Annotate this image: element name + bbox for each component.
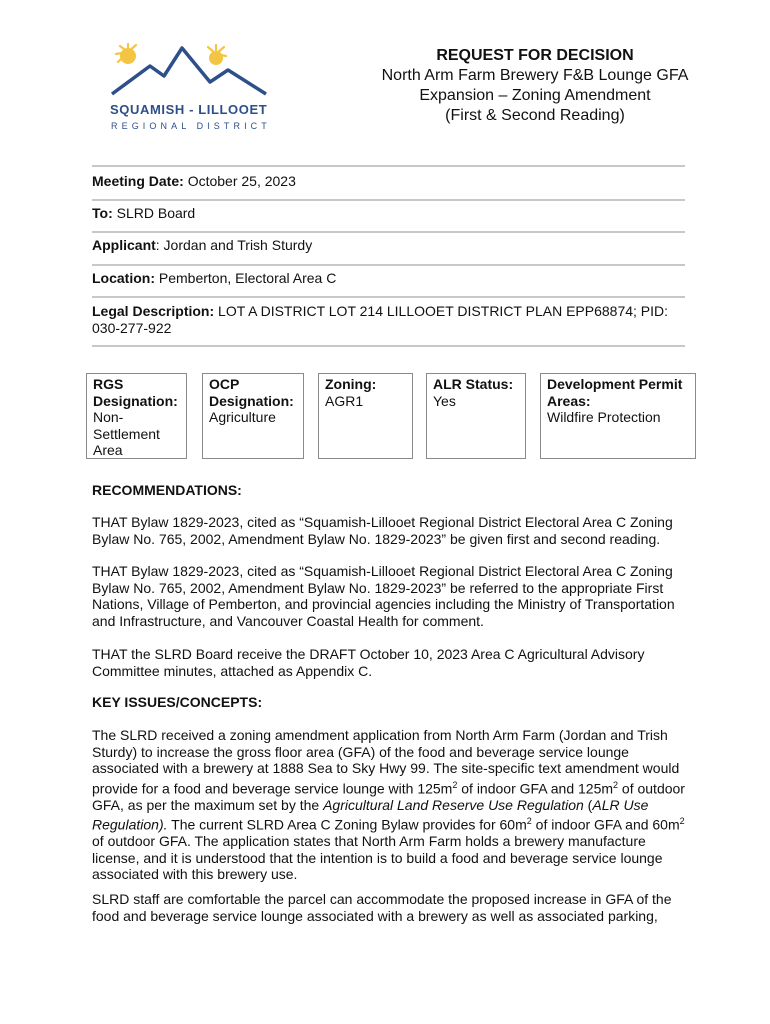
divider [92,345,685,347]
cell-label: ALR Status: [433,376,514,392]
applicant-label: Applicant [92,237,156,253]
text-line: Committee minutes, attached as Appendix C. [92,662,373,679]
alr-status-cell [426,373,526,459]
title-line-2: North Arm Farm Brewery F&B Lounge GFA [381,67,689,84]
meeting-date-value: October 25, 2023 [187,173,296,189]
text-line: SLRD staff are comfortable the parcel can accommodate the proposed increase in GFA of the [92,891,672,907]
text-line: of outdoor GFA. The application states that North Arm Farm holds a brewery manufacture [92,833,646,850]
text-run: of outdoor [618,780,685,797]
divider [92,165,685,167]
cell-value: Wildfire Protection [547,409,661,425]
text-line: THAT Bylaw 1829-2023, cited as “Squamish-Lillooet Regional District Electoral Area C Zoning [92,514,673,530]
legal-value-line-2: 030-277-922 [92,320,172,336]
text-line: associated with this brewery use. [92,866,298,883]
cell-label: Zoning: [325,376,377,392]
title-line-3: Expansion – Zoning Amendment [419,87,651,104]
zoning-cell [318,373,413,459]
legal-description-field [92,303,692,337]
legal-value-line-1: LOT A DISTRICT LOT 214 LILLOOET DISTRICT PLAN EPP68874; PID: [218,303,669,319]
divider [92,264,685,266]
superscript: 2 [526,816,532,827]
regulation-abbrev: Regulation). [92,816,168,833]
to-value: SLRD Board [116,205,196,221]
regulation-name: Agricultural Land Reserve Use Regulation [323,796,584,813]
rgs-designation-cell [86,373,187,459]
recommendation-paragraph [92,514,692,547]
to-field [92,205,692,222]
logo-name: SQUAMISH - LILLOOET [110,102,268,117]
text-line: THAT Bylaw 1829-2023, cited as “Squamish-Lillooet Regional District Electoral Area C Zoning [92,563,673,579]
regulation-abbrev: ALR Use [592,796,649,813]
cell-label: Designation: [93,392,178,409]
recommendation-paragraph [92,646,692,679]
mountain-sun-emblem [98,32,278,102]
meeting-date-label: Meeting Date: [92,173,184,189]
applicant-field [92,237,692,254]
location-label: Location: [92,270,155,286]
recommendation-paragraph [92,563,692,629]
cell-label: OCP [209,376,240,392]
text-run: of indoor GFA and 125m [457,780,614,797]
cell-value: Agriculture [209,409,276,425]
text-line: THAT the SLRD Board receive the DRAFT October 10, 2023 Area C Agricultural Advisory [92,646,645,662]
key-issues-paragraph [92,727,692,883]
cell-value: Yes [433,392,456,409]
text-run: of indoor GFA and 60m [531,816,680,833]
key-issues-paragraph [92,891,692,924]
cell-value: Area [93,442,123,458]
superscript: 2 [679,816,685,827]
to-label: To: [92,205,113,221]
text-line: Nations, Village of Pemberton, and provincial agencies including the Ministry of Transportation [92,596,675,612]
development-permit-cell [540,373,696,459]
applicant-value: : Jordan and Trish Sturdy [155,237,313,253]
meeting-date-field [92,173,692,190]
title-main: REQUEST FOR DECISION [436,47,634,64]
cell-value: Settlement [93,425,160,442]
text-line: Bylaw No. 765, 2002, Amendment Bylaw No. 1829-2023” be referred to the appropriate First [92,579,664,596]
text-line: The SLRD received a zoning amendment application from North Arm Farm (Jordan and Trish [92,727,668,743]
cell-label: RGS [93,376,124,392]
cell-value: Non- [93,409,124,425]
document-title [330,46,740,126]
text-line [92,797,692,814]
cell-label: Development Permit [547,376,683,392]
divider [92,199,685,201]
text-line [92,777,692,797]
text-line: license, and it is understood that the intention is to build a food and beverage service lounge [92,849,663,866]
ocp-designation-cell [202,373,304,459]
text-run: provide for a food and beverage service lounge with 125m [92,780,453,797]
text-run: ( [583,796,593,813]
text-run: GFA, as per the maximum set by the [92,796,324,813]
text-line [92,813,692,833]
recommendations-heading: RECOMMENDATIONS: [92,482,242,498]
location-field [92,270,692,287]
legal-label: Legal Description: [92,303,215,319]
text-line: associated with a brewery at 1888 Sea to Sky Hwy 99. The site-specific text amendment would [92,760,680,776]
text-line: food and beverage service lounge associated with a brewery as well as associated parking, [92,907,658,924]
cell-value: AGR1 [325,392,364,409]
text-line: Bylaw No. 765, 2002, Amendment Bylaw No. 1829-2023” be given first and second reading. [92,530,661,547]
key-issues-heading: KEY ISSUES/CONCEPTS: [92,694,263,710]
text-line: and Infrastructure, and Vancouver Coastal Health for comment. [92,612,484,629]
divider [92,296,685,298]
superscript: 2 [452,779,458,790]
text-line: Sturdy) to increase the gross floor area (GFA) of the food and beverage service lounge [92,743,629,760]
designation-table [86,373,696,459]
superscript: 2 [613,779,619,790]
text-run: The current SLRD Area C Zoning Bylaw provides for 60m [167,816,527,833]
cell-label: Designation: [209,392,294,409]
title-line-4: (First & Second Reading) [445,107,625,124]
logo-subtitle: REGIONAL DISTRICT [111,121,271,131]
divider [92,231,685,233]
cell-label: Areas: [547,392,591,409]
slrd-logo [98,32,278,136]
location-value: Pemberton, Electoral Area C [158,270,337,286]
